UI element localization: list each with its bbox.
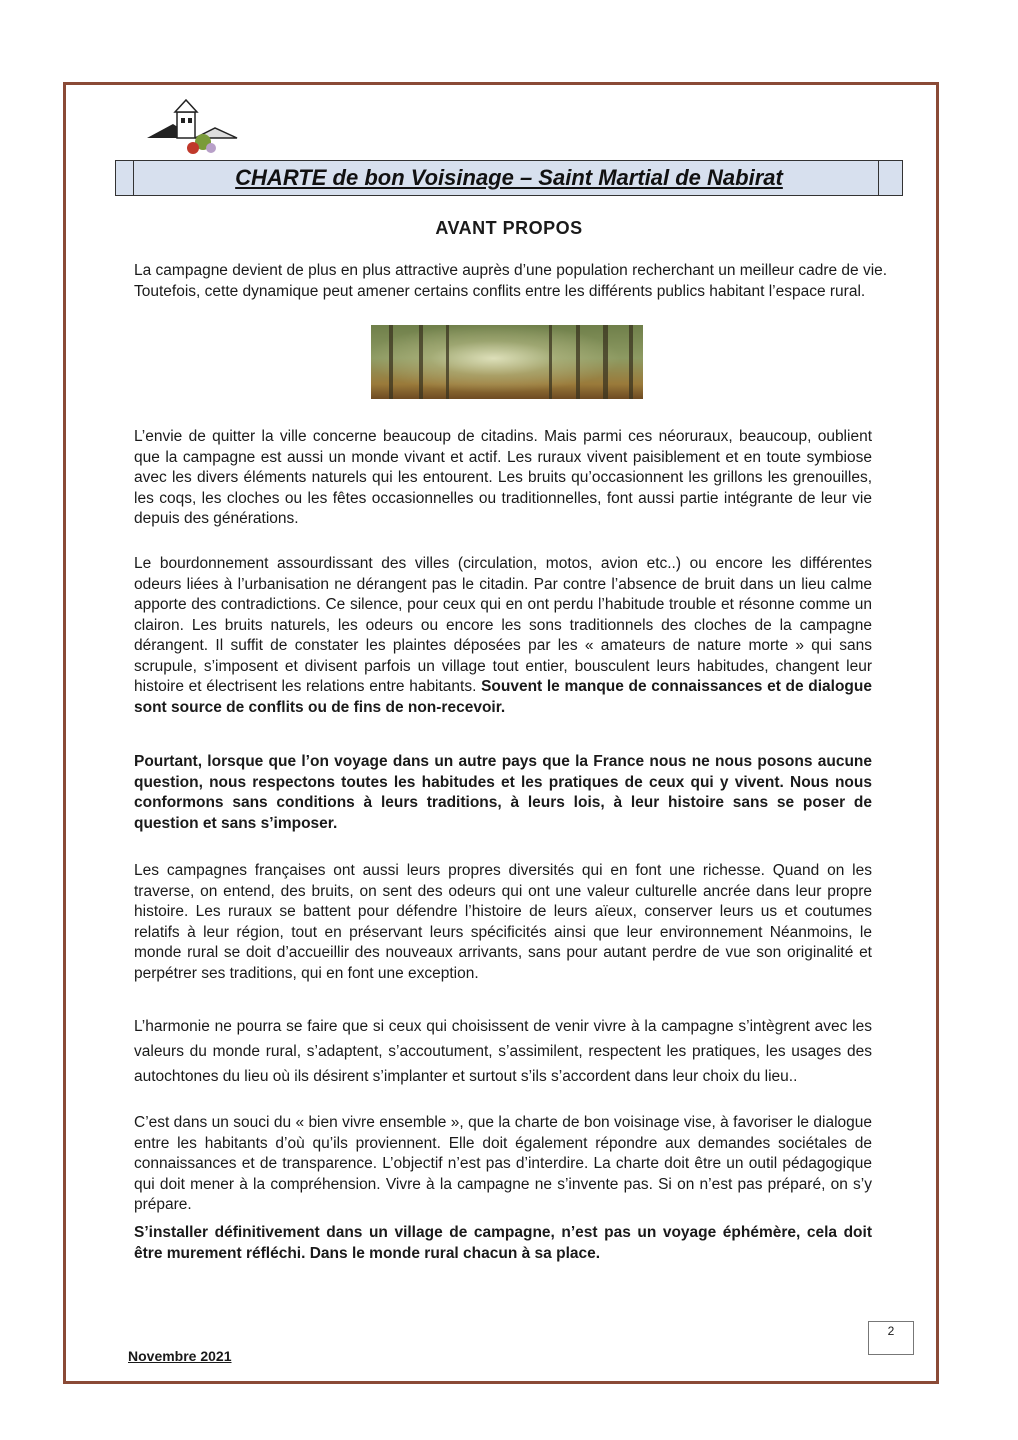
village-logo <box>143 98 239 158</box>
paragraph-1: L’envie de quitter la ville concerne beaucoup de citadins. Mais parmi ces néoruraux, beaucoup, oublient que la campagne est aussi un monde vivant et actif. Les ruraux vivent paisiblement et en toute symbiose avec les divers éléments naturels qui les entourent. Les bruits qu’occasionnent les grillons les grenouilles, les coqs, les cloches ou les fêtes occasionnelles ou traditionnelles, font aussi partie intégrante de leur vie depuis des générations. <box>134 428 872 527</box>
paragraph-2-bold: Souvent le manque de connaissances et de dialogue sont source de conflits ou de fins de non-recevoir. <box>134 678 872 716</box>
paragraph-4: Les campagnes françaises ont aussi leurs propres diversités qui en font une richesse. Quand on les traverse, on entend, des bruits, on sent des odeurs qui ont une valeur culturelle ancrée dans leur propre histoire. Les ruraux se battent pour défendre l’histoire de leurs aïeux, conserver leurs us et coutumes relatifs à leur région, tout en préservant leurs spécificités ainsi que leur environnement Néanmoins, le monde rural se doit d’accueillir des nouveaux arrivants, sans pour autant perdre de vue son originalité et perpétrer ses traditions, qui en font une exception. <box>134 862 872 982</box>
paragraph-2 <box>134 554 872 718</box>
paragraph-6: C’est dans un souci du « bien vivre ensemble », que la charte de bon voisinage vise, à favoriser le dialogue entre les habitants d’où qu’ils proviennent. Elle doit également répondre aux demandes sociétales de connaissances et de transparence. L’objectif n’est pas d’interdire. La charte doit être un outil pédagogique qui doit mener à la compréhension. Vivre à la campagne ne s’invente pas. Si on n’est pas préparé, on s’y prépare. <box>134 1114 872 1213</box>
page-title: CHARTE de bon Voisinage – Saint Martial de Nabirat <box>235 165 783 190</box>
paragraph-2-text: Le bourdonnement assourdissant des villes (circulation, motos, avion etc..) ou encore les différentes odeurs liées à l’urbanisation ne dérangent pas le citadin. Par contre l’absence de bruit dans un lieu calme apporte des contradictions. Ce silence, pour ceux qui en ont perdu l’habitude trouble et résonne comme un clairon. Les bruits naturels, les odeurs ou encore les sons traditionnels des cloches de la campagne dérangent. Il suffit de constater les plaintes déposées par les « amateurs de nature morte » qui sans scrupule, s’imposent et divisent parfois un village tout entier, bousculent leurs habitudes, changent leur histoire et électrisent les relations entre habitants. <box>134 555 872 695</box>
forest-banner-image <box>371 325 643 399</box>
paragraph-7: S’installer définitivement dans un village de campagne, n’est pas un voyage éphémère, cela doit être murement réfléchi. Dans le monde rural chacun à sa place. <box>134 1224 872 1262</box>
paragraph-3: Pourtant, lorsque que l’on voyage dans un autre pays que la France nous ne nous posons aucune question, nous respectons toutes les habitudes et les pratiques de ceux qui y vivent. Nous nous conformons sans conditions à leurs traditions, à leurs lois, à leur histoire sans se poser de question et sans s’imposer. <box>134 753 872 832</box>
title-bar <box>115 160 903 196</box>
page-number: 2 <box>868 1321 914 1355</box>
intro-paragraph: La campagne devient de plus en plus attractive auprès d’une population recherchant un meilleur cadre de vie. Toutefois, cette dynamique peut amener certains conflits entre les différents publics habitant l’espace rural. <box>134 262 888 300</box>
section-heading: AVANT PROPOS <box>435 218 583 238</box>
title-bar-right-cap <box>878 161 902 195</box>
paragraph-5: L’harmonie ne pourra se faire que si ceux qui choisissent de venir vivre à la campagne s’intègrent avec les valeurs du monde rural, s’adaptent, s’accoutument, s’assimilent, respectent les pratiques, les usages des autochtones du lieu où ils désirent s’implanter et surtout s’ils s’accordent dans leur choix du lieu.. <box>134 1018 872 1085</box>
footer-date: Novembre 2021 <box>128 1348 232 1364</box>
